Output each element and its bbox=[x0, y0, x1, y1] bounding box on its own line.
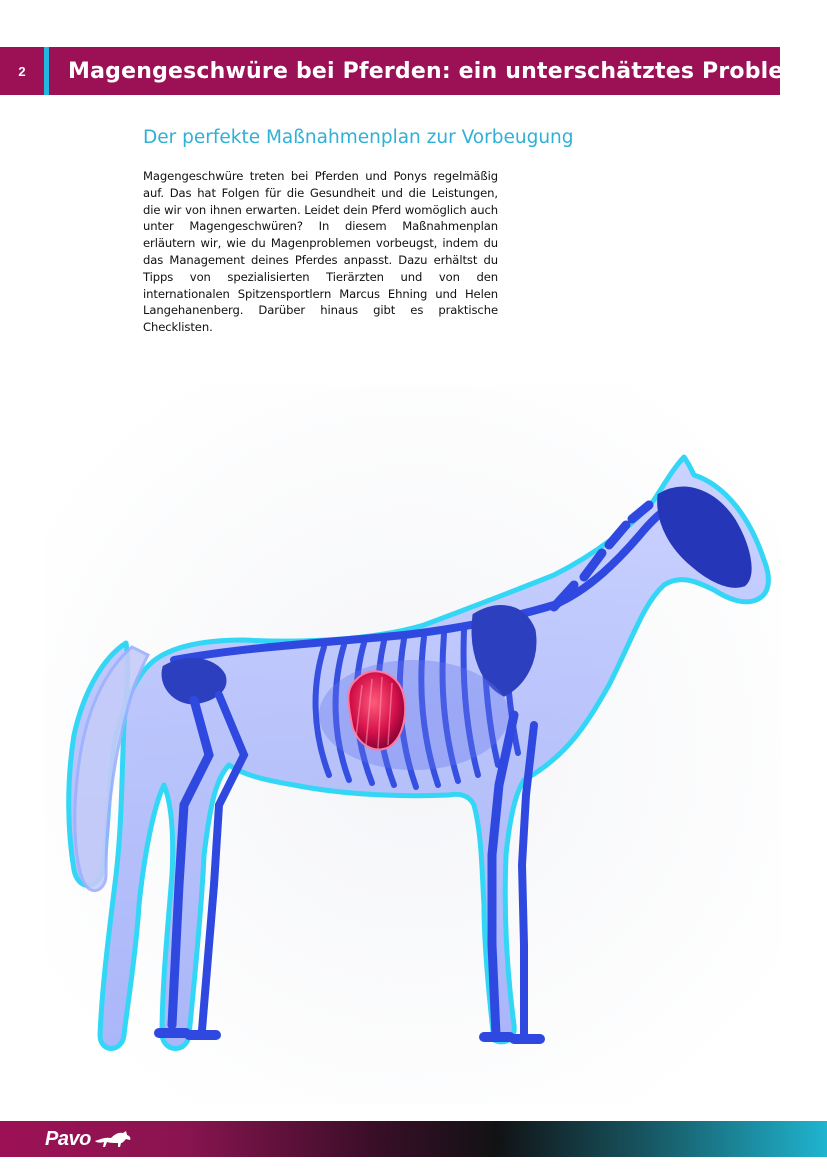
intro-paragraph: Magengeschwüre treten bei Pferden und Ponys regelmäßig auf. Das hat Folgen für die Gesundheit und die Leistungen, die wir von ihnen erwarten. Leidet dein Pferd womöglich auch unter Magengeschwüren? In diesem Maßnahmenplan erläutern wir, wie du Magenproblemen vorbeugst, indem du das Management deines Pferdes anpasst. Dazu erhältst du Tipps von spezialisierten Tierärzten und von den internationalen Spitzensportlern Marcus Ehning und Helen Langehanenberg. Darüber hinaus gibt es praktische Checklisten. bbox=[143, 169, 498, 335]
stomach-highlight bbox=[348, 671, 405, 749]
horse-icon bbox=[93, 1129, 133, 1149]
page-number: 2 bbox=[18, 63, 26, 79]
logo-text: Pavo bbox=[45, 1127, 91, 1150]
page-title: Magengeschwüre bei Pferden: ein unterschätztes Problem bbox=[68, 58, 807, 84]
section-subtitle: Der perfekte Maßnahmenplan zur Vorbeugung bbox=[143, 127, 574, 148]
horse-anatomy-illustration bbox=[44, 385, 781, 1105]
header-accent-bar bbox=[44, 47, 49, 95]
footer-logo bbox=[45, 1121, 133, 1157]
horse-organs bbox=[319, 660, 509, 770]
